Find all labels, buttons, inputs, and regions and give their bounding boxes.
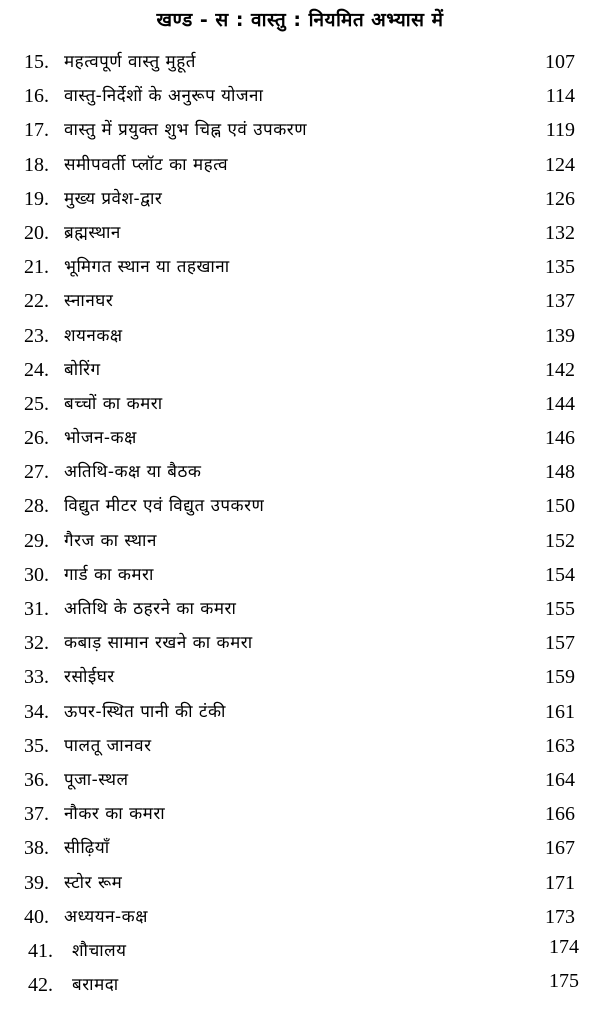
- entry-title: महत्वपूर्ण वास्तु मुहूर्त: [64, 52, 196, 72]
- entry-page-number: 119: [545, 119, 575, 142]
- entry-title: कबाड़ सामान रखने का कमरा: [64, 633, 253, 654]
- entry-title: सीढ़ियाँ: [64, 838, 110, 859]
- entry-number: 20.: [24, 221, 49, 244]
- entry-page-number: 135: [545, 256, 575, 279]
- entry-title: भूमिगत स्थान या तहखाना: [64, 257, 230, 278]
- toc-entry: [0, 592, 600, 626]
- entry-page-number: 154: [545, 563, 575, 586]
- entry-page-number: 142: [545, 358, 575, 381]
- entry-title: समीपवर्ती प्लॉट का महत्व: [64, 154, 229, 175]
- entry-page-number: 174: [549, 935, 579, 958]
- entry-title: अध्ययन-कक्ष: [64, 906, 148, 927]
- entry-page-number: 155: [545, 598, 575, 620]
- entry-number: 39.: [24, 871, 49, 894]
- toc-entry: [0, 353, 600, 387]
- entry-page-number: 163: [545, 734, 575, 757]
- entry-page-number: 166: [545, 803, 575, 826]
- toc-entry: [0, 113, 600, 147]
- entry-number: 42.: [28, 974, 53, 997]
- entry-number: 26.: [24, 427, 49, 450]
- entry-number: 36.: [24, 768, 49, 791]
- entry-page-number: 150: [545, 495, 575, 518]
- entry-title: पूजा-स्थल: [64, 769, 129, 790]
- entry-title: पालतू जानवर: [64, 735, 152, 756]
- toc-entry: [0, 489, 600, 523]
- entry-number: 22.: [24, 290, 49, 313]
- toc-entry: [0, 455, 600, 489]
- entry-title: ब्रह्मस्थान: [64, 222, 121, 243]
- entry-title: भोजन-कक्ष: [64, 428, 137, 449]
- entry-page-number: 161: [545, 700, 575, 723]
- toc-entry: [0, 250, 600, 284]
- toc-entry: [0, 524, 600, 558]
- entry-page-number: 159: [545, 666, 575, 689]
- entry-number: 31.: [24, 598, 49, 620]
- toc-entry: [0, 660, 600, 694]
- entry-number: 32.: [24, 632, 49, 655]
- entry-page-number: 107: [545, 51, 575, 73]
- toc-entry: [0, 319, 600, 353]
- toc-entry: [0, 558, 600, 592]
- entry-number: 41.: [28, 939, 53, 962]
- entry-number: 30.: [24, 563, 49, 586]
- entry-number: 21.: [24, 256, 49, 279]
- entry-number: 35.: [24, 734, 49, 757]
- entry-page-number: 146: [545, 427, 575, 450]
- entry-title: मुख्य प्रवेश-द्वार: [64, 188, 163, 209]
- entry-page-number: 114: [545, 85, 575, 108]
- toc-entry: [0, 284, 600, 318]
- toc-entry: [0, 216, 600, 250]
- entry-title: ऊपर-स्थित पानी की टंकी: [64, 701, 226, 722]
- entry-title: अतिथि-कक्ष या बैठक: [64, 462, 202, 483]
- toc-entry: [0, 148, 600, 182]
- entry-page-number: 164: [545, 768, 575, 791]
- entry-number: 38.: [24, 837, 49, 860]
- entry-number: 29.: [24, 529, 49, 552]
- toc-entry: [0, 797, 600, 831]
- entry-number: 27.: [24, 461, 49, 484]
- entry-number: 23.: [24, 324, 49, 347]
- entry-page-number: 152: [545, 529, 575, 552]
- entry-title: बरामदा: [72, 975, 119, 996]
- toc-entry: [0, 421, 600, 455]
- entry-title: वास्तु-निर्देशों के अनुरूप योजना: [64, 86, 264, 107]
- entry-page-number: 137: [545, 290, 575, 313]
- entry-number: 16.: [24, 85, 49, 108]
- toc-entry: [0, 968, 600, 1002]
- toc-entry: [0, 866, 600, 900]
- entry-number: 34.: [24, 700, 49, 723]
- entry-title: अतिथि के ठहरने का कमरा: [64, 599, 237, 619]
- toc-entry: [0, 626, 600, 660]
- toc-list: [0, 45, 600, 1002]
- entry-title: स्नानघर: [64, 291, 114, 312]
- toc-entry: [0, 763, 600, 797]
- toc-entry: [0, 79, 600, 113]
- entry-number: 19.: [24, 187, 49, 210]
- toc-entry: [0, 387, 600, 421]
- entry-title: नौकर का कमरा: [64, 804, 166, 825]
- entry-number: 33.: [24, 666, 49, 689]
- entry-title: रसोईघर: [64, 667, 115, 688]
- entry-number: 15.: [24, 51, 49, 73]
- entry-page-number: 144: [545, 392, 575, 415]
- entry-page-number: 167: [545, 837, 575, 860]
- section-heading: खण्ड - स : वास्तु : नियमित अभ्यास में: [156, 9, 444, 31]
- entry-page-number: 126: [545, 187, 575, 210]
- toc-entry: [0, 729, 600, 763]
- entry-title: शौचालय: [72, 940, 127, 961]
- entry-page-number: 148: [545, 461, 575, 484]
- entry-page-number: 132: [545, 221, 575, 244]
- entry-title: वास्तु में प्रयुक्त शुभ चिह्न एवं उपकरण: [64, 120, 307, 141]
- entry-number: 25.: [24, 392, 49, 415]
- toc-entry: [0, 934, 600, 968]
- entry-number: 28.: [24, 495, 49, 518]
- entry-number: 37.: [24, 803, 49, 826]
- entry-page-number: 171: [545, 871, 575, 894]
- entry-title: बोरिंग: [64, 359, 101, 380]
- entry-page-number: 157: [545, 632, 575, 655]
- toc-entry: [0, 900, 600, 934]
- toc-entry: [0, 182, 600, 216]
- entry-title: गैरज का स्थान: [64, 530, 157, 551]
- entry-title: विद्युत मीटर एवं विद्युत उपकरण: [64, 496, 265, 517]
- entry-title: बच्चों का कमरा: [64, 393, 163, 414]
- entry-title: शयनकक्ष: [64, 325, 123, 346]
- toc-entry: [0, 45, 600, 79]
- entry-page-number: 175: [549, 970, 579, 993]
- entry-title: गार्ड का कमरा: [64, 564, 154, 585]
- entry-number: 40.: [24, 905, 49, 928]
- entry-page-number: 139: [545, 324, 575, 347]
- entry-number: 17.: [24, 119, 49, 142]
- entry-number: 24.: [24, 358, 49, 381]
- entry-page-number: 124: [545, 153, 575, 176]
- entry-number: 18.: [24, 153, 49, 176]
- entry-title: स्टोर रूम: [64, 872, 123, 893]
- toc-entry: [0, 831, 600, 865]
- toc-entry: [0, 695, 600, 729]
- entry-page-number: 173: [545, 905, 575, 928]
